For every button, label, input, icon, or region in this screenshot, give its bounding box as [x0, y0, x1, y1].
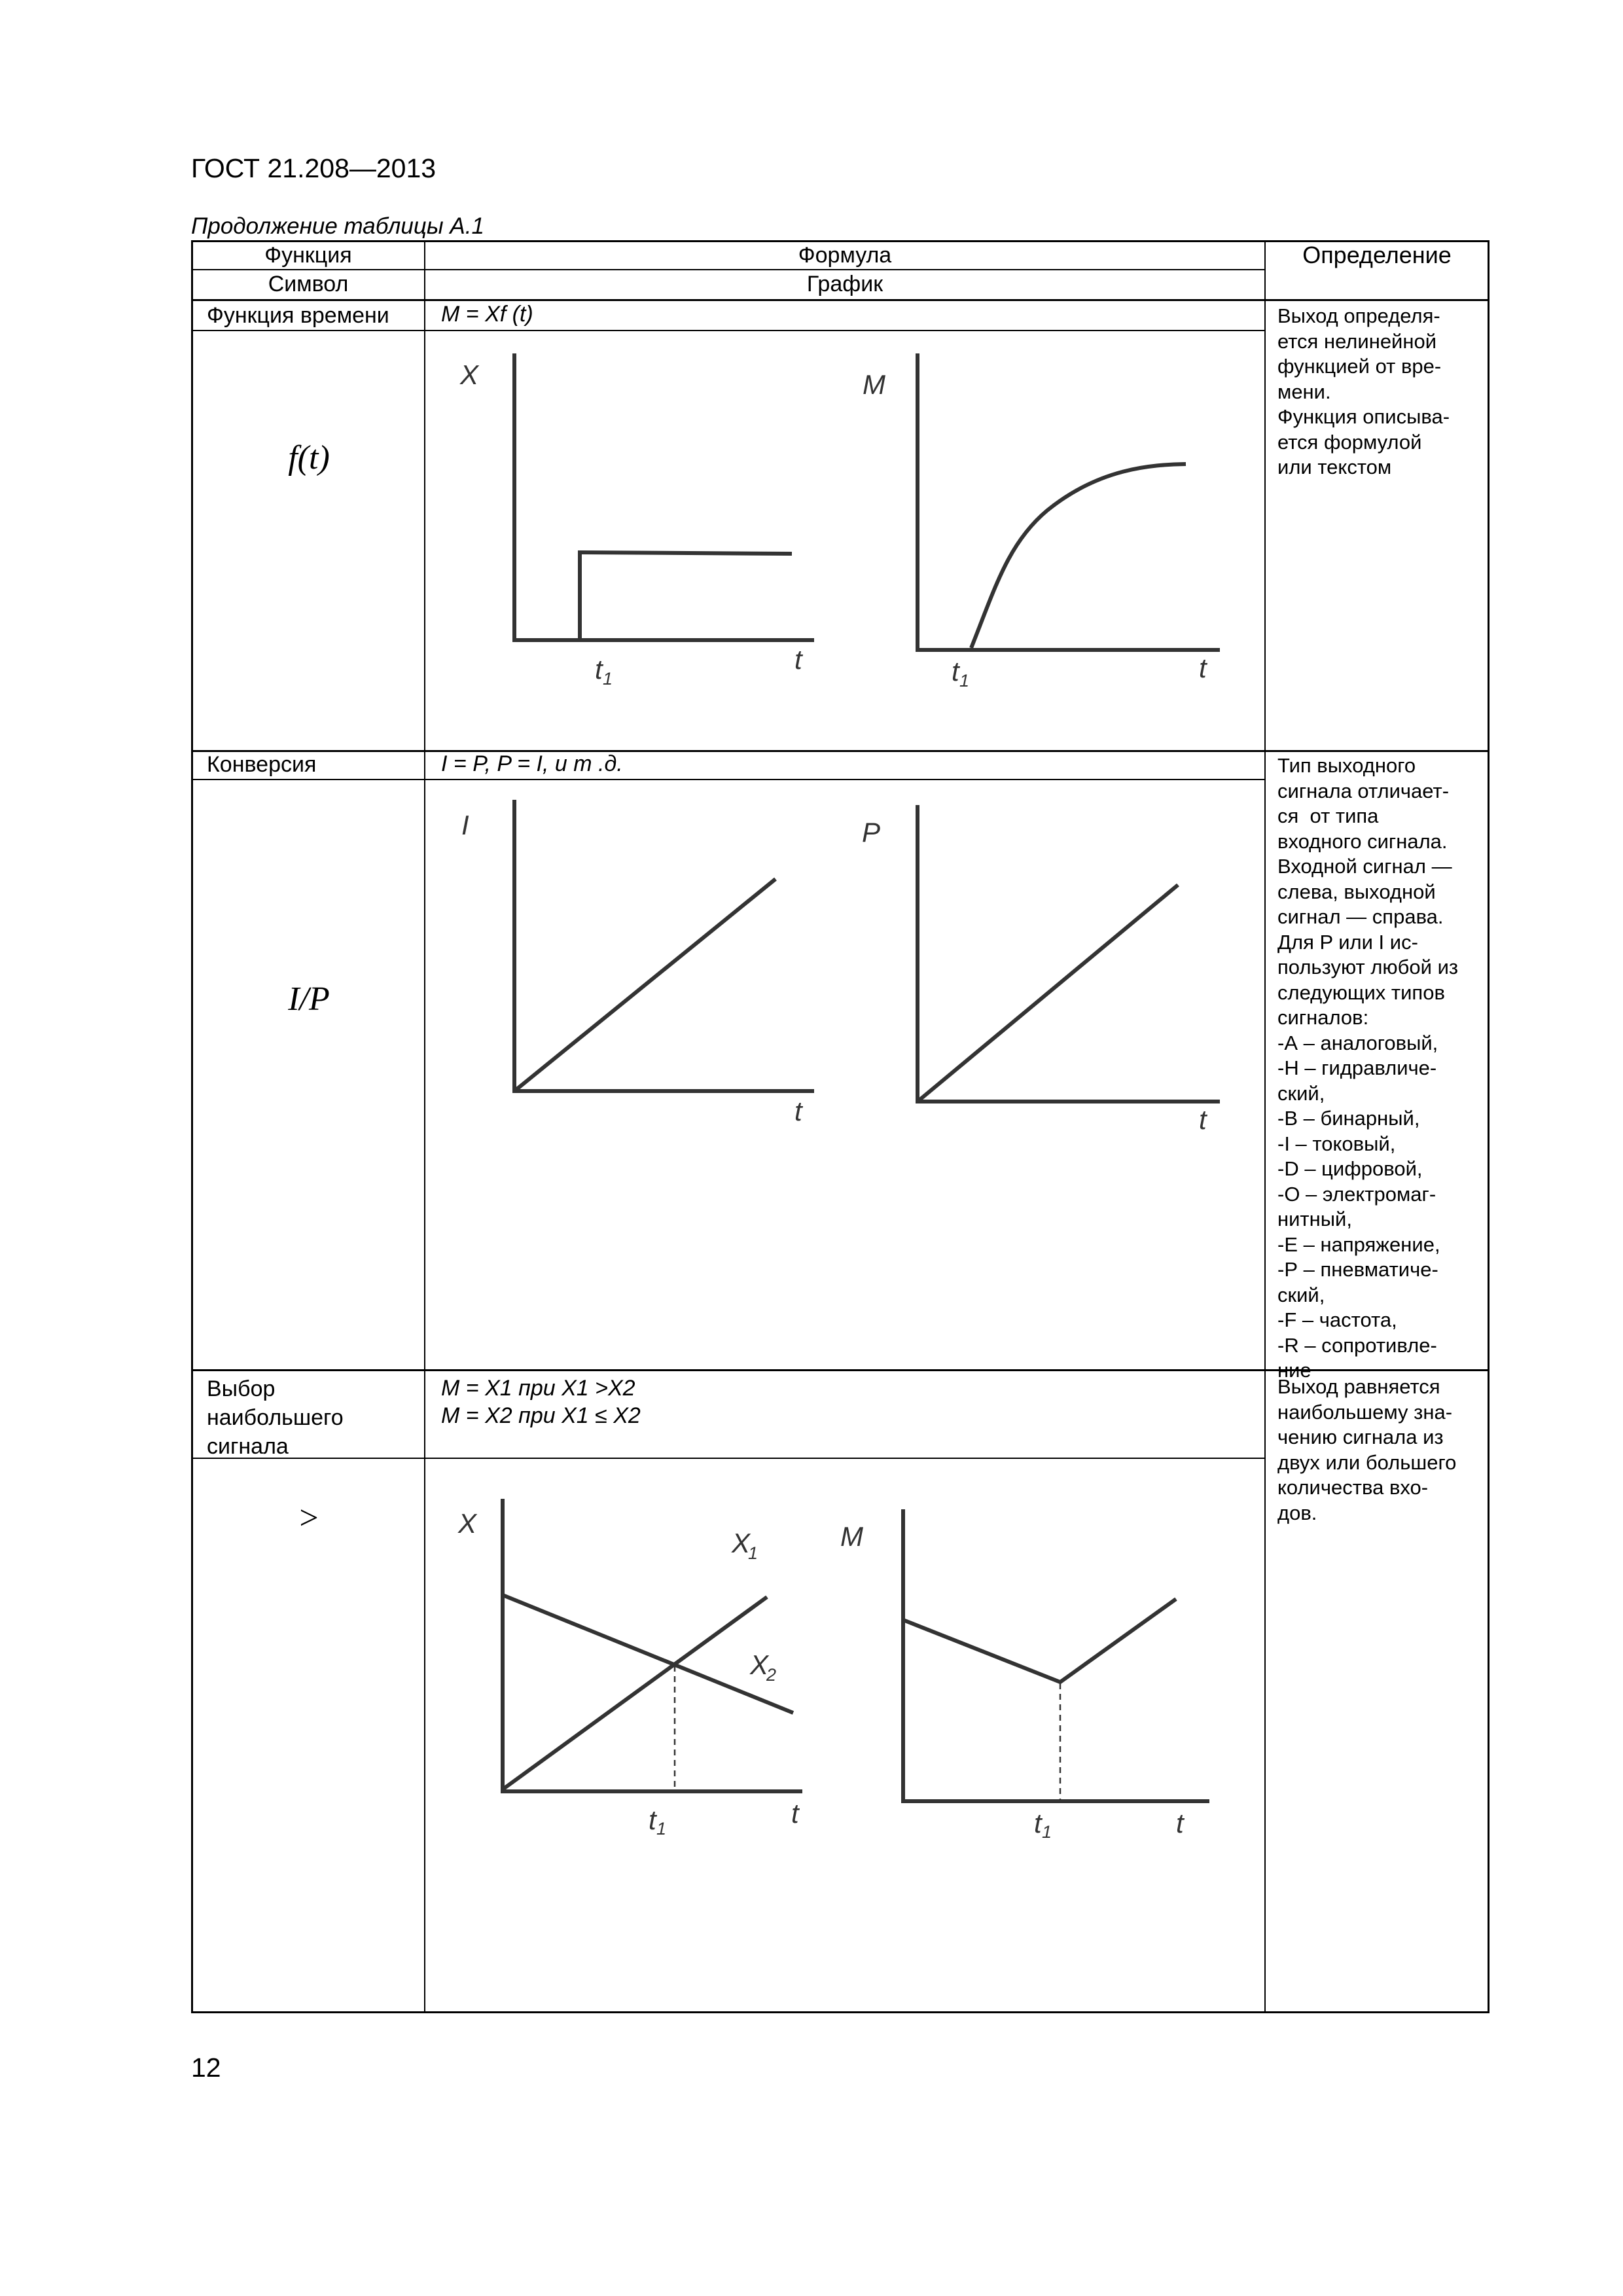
page-number: 12: [191, 2053, 221, 2083]
header-function: Функция: [264, 243, 352, 268]
row3-left-series-x1: [503, 1597, 767, 1789]
row1-graph-right: [863, 353, 1220, 691]
row3-left-tick-label: t: [649, 1804, 656, 1835]
row2-graph-right: [862, 805, 1220, 1135]
row1-function-name: Функция времени: [207, 303, 389, 328]
row1-graph-left: [459, 353, 814, 689]
row2-graph-left: [461, 800, 814, 1126]
header-graph: График: [806, 272, 883, 296]
row2-left-line: [514, 879, 776, 1091]
row3-symbol: >: [299, 1499, 319, 1537]
header-symbol: Символ: [268, 272, 349, 296]
row3-left-x-label: t: [791, 1798, 799, 1829]
header-definition: Определение: [1302, 242, 1452, 268]
row2-definition: Тип выходного сигнала отличает- ся от типа входного сигнала. Входной сигнал — слева, выходной сигнал — справа. Для P или I ис- пользуют любой из следующих типов сигналов: -А – аналоговый, -Н – гидравличе- ский, -В – бинарный, -I – токовый, -D – цифровой, -О – электромаг- нитный, -E – напряжение, -Р – пневматиче- ский, -F – частота, -R – сопротивле- ние: [1277, 754, 1459, 1382]
row1-symbol: f(t): [288, 439, 330, 476]
row3-function-name-2: наибольшего: [207, 1405, 344, 1430]
row2-right-x-label: t: [1199, 1104, 1207, 1135]
row3-left-series2-label: X: [750, 1649, 769, 1680]
row3-right-x-label: t: [1176, 1808, 1184, 1839]
row3-right-tick-label: t: [1034, 1808, 1042, 1839]
row3-definition: Выход равняется наибольшему зна- чению сигнала из двух или большего количества вхо- дов.: [1277, 1375, 1457, 1524]
row3-left-series2-sub: 2: [766, 1665, 777, 1685]
row3-right-y-label: M: [840, 1521, 863, 1552]
row2-right-line: [918, 885, 1178, 1102]
row3-formula-line-2: M = X2 при X1 ≤ X2: [441, 1403, 641, 1428]
row2-right-y-label: P: [862, 817, 881, 848]
row1-right-tick-sub: 1: [959, 671, 970, 691]
row2-function-name: Конверсия: [207, 752, 317, 777]
row2-formula-text: I = P, P = I, и т .д.: [441, 751, 623, 776]
row1-left-x-label: t: [794, 644, 802, 675]
row1-left-tick-label: t: [595, 654, 603, 685]
row2-left-y-label: I: [461, 810, 469, 840]
row1-right-y-label: M: [863, 369, 885, 400]
row1-left-step-curve: [580, 552, 792, 640]
row1-right-curve: [971, 464, 1186, 648]
row3-graph-right: [840, 1509, 1209, 1842]
row1-left-tick-sub: 1: [603, 669, 613, 689]
document-code: ГОСТ 21.208—2013: [191, 153, 437, 183]
row3-function-name-3: сигнала: [207, 1434, 289, 1459]
row1-right-x-label: t: [1199, 653, 1207, 683]
row1-right-tick-label: t: [952, 656, 959, 687]
row3-left-series1-sub: 1: [748, 1543, 758, 1563]
row3-left-series1-label: X: [732, 1528, 751, 1558]
row2-symbol: I/P: [288, 980, 330, 1018]
row1-formula-text: M = Xf (t): [441, 302, 533, 327]
row3-function-name-1: Выбор: [207, 1376, 276, 1401]
row1-definition: Выход определя- ется нелинейной функцией от вре- мени. Функция описыва- ется формулой или текстом: [1277, 304, 1450, 478]
header-formula: Формула: [798, 243, 892, 268]
row3-left-y-label: X: [458, 1508, 477, 1539]
row3-formula-line-1: M = X1 при X1 >X2: [441, 1376, 635, 1401]
row3-graph-left: [457, 1499, 802, 1839]
row2-left-x-label: t: [794, 1096, 802, 1126]
row1-left-y-label: X: [460, 359, 479, 390]
row3-left-tick-sub: 1: [656, 1819, 667, 1839]
row3-right-tick-sub: 1: [1042, 1822, 1052, 1842]
row3-right-max-curve: [903, 1599, 1176, 1682]
table-caption: Продолжение таблицы А.1: [191, 213, 484, 239]
